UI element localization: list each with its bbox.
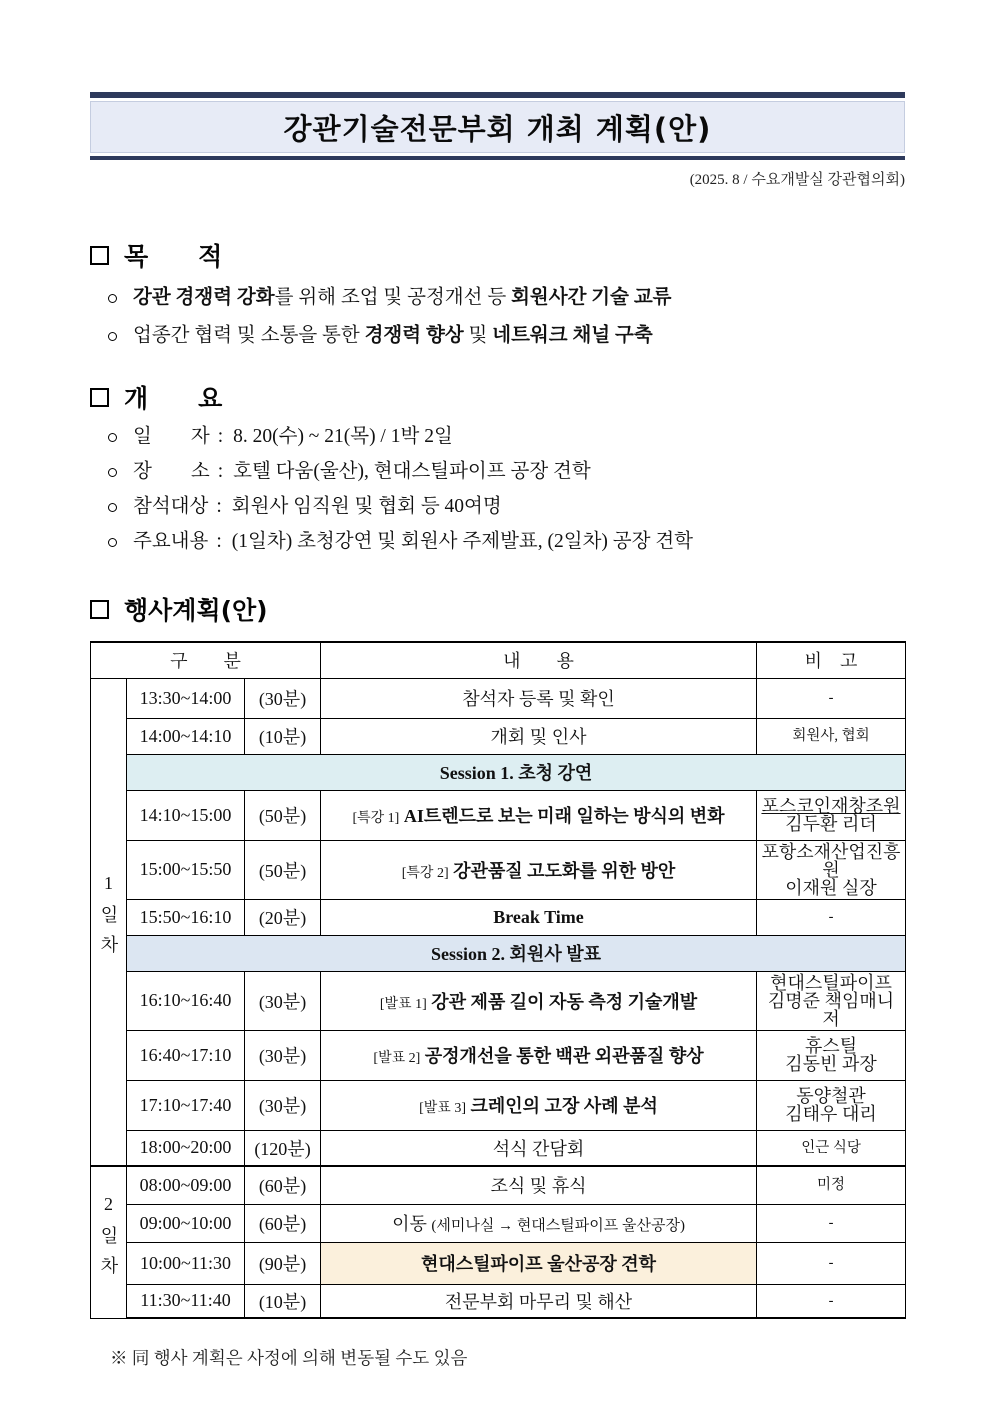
remark-person: 김동빈 과장	[785, 1054, 877, 1074]
duration-cell: (10분)	[245, 718, 321, 754]
overview-place-label: 장 소	[133, 461, 210, 482]
purpose-bullet-2	[90, 323, 905, 349]
table-row	[91, 1166, 906, 1204]
schedule-heading-text: 행사계획(안)	[124, 596, 268, 625]
banner-top-rule	[90, 92, 905, 98]
remark-org: 동양철관	[796, 1086, 866, 1106]
purpose-b1-bold1: 강관 경쟁력 강화	[133, 287, 275, 308]
remark-cell	[757, 1030, 906, 1080]
remark-cell	[757, 971, 906, 1030]
title-banner	[90, 0, 905, 189]
table-row	[91, 971, 906, 1030]
overview-item-main-content	[90, 529, 905, 555]
remark-cell: 인근 식당	[757, 1130, 906, 1166]
remark-cell	[757, 840, 906, 899]
move-label: 이동	[392, 1214, 427, 1234]
remark-cell: -	[757, 678, 906, 718]
remark-cell: -	[757, 1242, 906, 1284]
purpose-b2-mid: 및	[463, 325, 493, 346]
overview-colon: :	[216, 531, 222, 552]
remark-cell	[757, 790, 906, 840]
overview-colon: :	[216, 496, 222, 517]
table-row	[91, 899, 906, 935]
content-cell: 개회 및 인사	[321, 718, 757, 754]
remark-org: 휴스틸	[804, 1036, 858, 1056]
presentation-tag: [발표 1]	[379, 996, 427, 1012]
presentation-tag: [발표 3]	[419, 1101, 466, 1116]
content-cell	[321, 1080, 757, 1130]
time-cell: 09:00~10:00	[127, 1204, 245, 1242]
duration-cell: (50분)	[245, 840, 321, 899]
overview-place-value: 호텔 다움(울산), 현대스틸파이프 공장 견학	[233, 461, 591, 482]
time-cell: 16:40~17:10	[127, 1030, 245, 1080]
section-schedule-heading	[90, 591, 905, 627]
purpose-b2-bold1: 경쟁력 향상	[364, 325, 464, 346]
overview-main-label: 주요내용	[133, 531, 209, 552]
table-row	[91, 790, 906, 840]
day2-cell	[91, 1166, 127, 1318]
purpose-bullet-1	[90, 285, 905, 311]
table-row	[91, 1030, 906, 1080]
time-cell: 15:00~15:50	[127, 840, 245, 899]
remark-person: 김명준 책임매니저	[767, 990, 895, 1029]
purpose-bullet-1-text	[133, 285, 672, 311]
header-content-cell: 내 용	[321, 642, 757, 678]
duration-cell: (30분)	[245, 971, 321, 1030]
time-cell: 11:30~11:40	[127, 1284, 245, 1318]
remark-person: 이재원 실장	[785, 877, 877, 898]
square-bullet-icon	[90, 388, 109, 407]
time-cell: 16:10~16:40	[127, 971, 245, 1030]
purpose-b2-bold2: 네트워크 채널 구축	[492, 325, 653, 346]
duration-cell: (30분)	[245, 1080, 321, 1130]
duration-cell: (50분)	[245, 790, 321, 840]
content-cell	[321, 840, 757, 899]
overview-colon: :	[217, 461, 224, 482]
duration-cell: (20분)	[245, 899, 321, 935]
move-route: (세미나실 → 현대스틸파이프 울산공장)	[431, 1218, 685, 1234]
overview-attendees-label: 참석대상	[133, 496, 209, 517]
duration-cell: (90분)	[245, 1242, 321, 1284]
overview-main-value: (1일차) 초청강연 및 회원사 주제발표, (2일차) 공장 견학	[231, 531, 693, 552]
duration-cell: (30분)	[245, 678, 321, 718]
purpose-b2-pre: 업종간 협력 및 소통을 통한	[133, 325, 365, 346]
header-remark-cell: 비 고	[757, 642, 906, 678]
content-cell: 조식 및 휴식	[321, 1166, 757, 1204]
remark-org: 현대스틸파이프	[770, 972, 892, 993]
square-bullet-icon	[90, 246, 109, 265]
presentation-title: 크레인의 고장 사례 분석	[470, 1096, 658, 1116]
time-cell: 14:00~14:10	[127, 718, 245, 754]
table-row	[91, 678, 906, 718]
time-cell: 08:00~09:00	[127, 1166, 245, 1204]
content-cell	[321, 1204, 757, 1242]
time-cell: 10:00~11:30	[127, 1242, 245, 1284]
table-row	[91, 1242, 906, 1284]
content-cell: 전문부회 마무리 및 해산	[321, 1284, 757, 1318]
session1-row	[91, 754, 906, 790]
presentation-title: 강관 제품 길이 자동 측정 기술개발	[431, 991, 698, 1012]
table-row	[91, 1130, 906, 1166]
section-purpose-heading	[90, 237, 905, 273]
content-cell	[321, 971, 757, 1030]
overview-date-label: 일 자	[133, 426, 210, 447]
overview-attendees-value: 회원사 임직원 및 협회 등 40여명	[231, 496, 502, 517]
table-row	[91, 718, 906, 754]
duration-cell: (10분)	[245, 1284, 321, 1318]
square-bullet-icon	[90, 600, 109, 619]
footnote: ※ 同 행사 계획은 사정에 의해 변동될 수도 있음	[110, 1348, 468, 1368]
purpose-b1-mid: 를 위해 조업 및 공정개선 등	[274, 287, 512, 308]
section-overview-heading	[90, 379, 905, 415]
content-cell: Break Time	[321, 899, 757, 935]
document-subtitle: (2025. 8 / 수요개발실 강관협의회)	[689, 172, 905, 188]
duration-cell: (60분)	[245, 1204, 321, 1242]
lecture-tag: [특강 2]	[401, 865, 449, 881]
circle-bullet-icon	[108, 538, 117, 547]
time-cell: 18:00~20:00	[127, 1130, 245, 1166]
lecture-title: AI트렌드로 보는 미래 일하는 방식의 변화	[403, 806, 725, 826]
purpose-b1-bold2: 회원사간 기술 교류	[511, 287, 672, 308]
duration-cell: (60분)	[245, 1166, 321, 1204]
purpose-heading-text: 목 적	[124, 242, 223, 271]
banner-box	[90, 101, 905, 153]
table-row	[91, 1080, 906, 1130]
duration-cell: (30분)	[245, 1030, 321, 1080]
table-row	[91, 1204, 906, 1242]
day2-label: 2일차	[98, 1193, 119, 1286]
remark-cell: -	[757, 899, 906, 935]
lecture-tag: [특강 1]	[352, 811, 400, 826]
overview-item-attendees	[90, 494, 905, 520]
purpose-bullet-2-text	[133, 323, 653, 349]
content-cell	[321, 1030, 757, 1080]
circle-bullet-icon	[108, 433, 117, 442]
circle-bullet-icon	[108, 332, 117, 341]
header-group-cell: 구 분	[91, 642, 321, 678]
circle-bullet-icon	[108, 468, 117, 477]
schedule-header-row	[91, 642, 906, 678]
remark-org: 포스코인재창조원	[761, 796, 901, 816]
content-cell: 석식 간담회	[321, 1130, 757, 1166]
session1-band: Session 1. 초청 강연	[127, 754, 906, 790]
time-cell: 14:10~15:00	[127, 790, 245, 840]
schedule-table	[90, 641, 906, 1319]
remark-org: 포항소재산업진흥원	[761, 841, 901, 880]
session2-row	[91, 935, 906, 971]
day1-cell	[91, 678, 127, 1166]
remark-cell: -	[757, 1204, 906, 1242]
banner-bottom-rule	[90, 156, 905, 160]
remark-person: 김두환 리더	[785, 814, 877, 834]
lecture-title: 강관품질 고도화를 위한 방안	[453, 860, 676, 881]
remark-cell: 회원사, 협회	[757, 718, 906, 754]
content-cell	[321, 790, 757, 840]
remark-cell	[757, 1080, 906, 1130]
content-cell-highlighted: 현대스틸파이프 울산공장 견학	[321, 1242, 757, 1284]
day1-label: 1일차	[98, 873, 119, 966]
overview-date-value: 8. 20(수) ~ 21(목) / 1박 2일	[233, 426, 453, 447]
presentation-tag: [발표 2]	[373, 1051, 421, 1066]
page-title: 강관기술전문부회 개최 계획(안)	[283, 111, 712, 146]
time-cell: 17:10~17:40	[127, 1080, 245, 1130]
time-cell: 13:30~14:00	[127, 678, 245, 718]
presentation-title: 공정개선을 통한 백관 외관품질 향상	[424, 1046, 704, 1066]
overview-heading-text: 개 요	[124, 384, 223, 413]
circle-bullet-icon	[108, 503, 117, 512]
overview-item-place	[90, 459, 905, 485]
overview-colon: :	[217, 426, 224, 447]
time-cell: 15:50~16:10	[127, 899, 245, 935]
content-cell: 참석자 등록 및 확인	[321, 678, 757, 718]
circle-bullet-icon	[108, 294, 117, 303]
duration-cell: (120분)	[245, 1130, 321, 1166]
remark-cell: -	[757, 1284, 906, 1318]
overview-item-date	[90, 424, 905, 450]
remark-person: 김태우 대리	[785, 1104, 877, 1124]
document-content	[90, 0, 905, 1370]
table-row	[91, 840, 906, 899]
table-row	[91, 1284, 906, 1318]
remark-cell: 미정	[757, 1166, 906, 1204]
session2-band: Session 2. 회원사 발표	[127, 935, 906, 971]
